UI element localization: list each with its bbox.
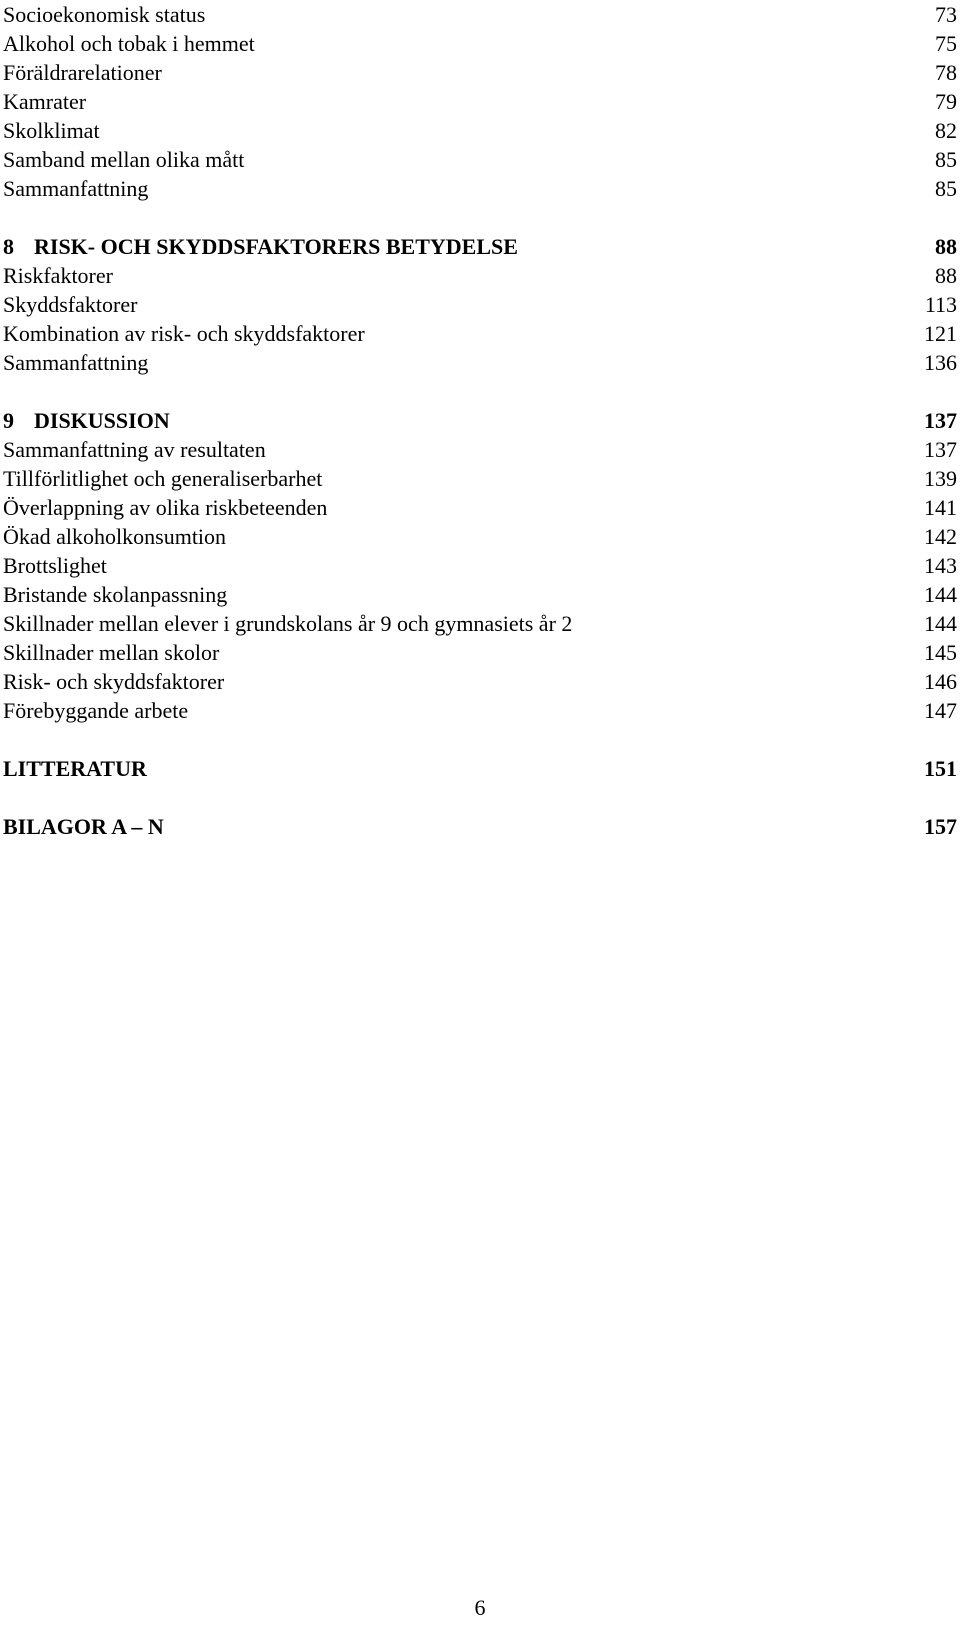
chapter-page: 157 <box>924 814 957 839</box>
toc-entry <box>3 319 957 348</box>
toc-entry-page: 88 <box>935 263 957 288</box>
toc-entry-page: 73 <box>935 2 957 27</box>
toc-entry-page: 78 <box>935 60 957 85</box>
chapter-page: 151 <box>924 756 957 781</box>
toc-entry-title: Skillnader mellan skolor <box>3 640 220 665</box>
chapter-title: RISK- OCH SKYDDSFAKTORERS BETYDELSE <box>34 234 518 259</box>
toc-entry <box>3 696 957 725</box>
toc-entry-page: 85 <box>935 147 957 172</box>
toc-entry-title: Skolklimat <box>3 118 100 143</box>
toc-entry-title: Skillnader mellan elever i grundskolans år 9 och gymnasiets år 2 <box>3 611 573 636</box>
toc-entry-page: 145 <box>924 640 957 665</box>
toc-entry-page: 143 <box>924 553 957 578</box>
toc-entry <box>3 29 957 58</box>
toc-entry <box>3 609 957 638</box>
toc-entry-page: 144 <box>924 611 957 636</box>
toc-entry-page: 113 <box>924 292 957 317</box>
toc-entry <box>3 145 957 174</box>
chapter-title: DISKUSSION <box>34 408 170 433</box>
chapter-title: LITTERATUR <box>3 756 147 781</box>
toc-entry-page: 137 <box>924 437 957 462</box>
toc-entry <box>3 87 957 116</box>
toc-entry-page: 146 <box>924 669 957 694</box>
toc-litteratur <box>3 754 957 783</box>
toc-entry-page: 75 <box>935 31 957 56</box>
toc-entry <box>3 348 957 377</box>
toc-entry-title: Sammanfattning <box>3 176 149 201</box>
toc-entry-page: 79 <box>935 89 957 114</box>
toc-entry-title: Brottslighet <box>3 553 107 578</box>
toc-entry <box>3 667 957 696</box>
toc-entry <box>3 174 957 203</box>
toc-entry-title: Socioekonomisk status <box>3 2 206 27</box>
toc-entry <box>3 464 957 493</box>
spacer <box>3 783 957 812</box>
toc-entry <box>3 493 957 522</box>
toc-entry-title: Överlappning av olika riskbeteenden <box>3 495 328 520</box>
toc-entry-page: 85 <box>935 176 957 201</box>
spacer <box>3 377 957 406</box>
toc-entry-title: Kombination av risk- och skyddsfaktorer <box>3 321 365 346</box>
toc-entry-page: 144 <box>924 582 957 607</box>
chapter-page: 137 <box>924 408 957 433</box>
toc-entry <box>3 290 957 319</box>
spacer <box>3 725 957 754</box>
toc-entry-title: Bristande skolanpassning <box>3 582 228 607</box>
toc-entry-page: 139 <box>924 466 957 491</box>
chapter-title: BILAGOR A – N <box>3 814 164 839</box>
toc-entry <box>3 261 957 290</box>
toc-entry <box>3 638 957 667</box>
page-number: 6 <box>474 1595 486 1620</box>
toc-entry <box>3 551 957 580</box>
table-of-contents <box>3 0 957 841</box>
toc-chapter-8 <box>3 232 957 261</box>
toc-entry-title: Samband mellan olika mått <box>3 147 245 172</box>
toc-entry <box>3 580 957 609</box>
toc-entry <box>3 116 957 145</box>
toc-entry-title: Skyddsfaktorer <box>3 292 138 317</box>
toc-entry-page: 141 <box>924 495 957 520</box>
toc-entry-title: Tillförlitlighet och generaliserbarhet <box>3 466 323 491</box>
toc-entry-title: Riskfaktorer <box>3 263 113 288</box>
toc-entry <box>3 435 957 464</box>
chapter-number: 8 <box>3 234 14 259</box>
toc-entry-title: Ökad alkoholkonsumtion <box>3 524 227 549</box>
toc-entry-title: Förebyggande arbete <box>3 698 189 723</box>
toc-entry <box>3 522 957 551</box>
toc-entry-page: 147 <box>924 698 957 723</box>
toc-entry-page: 121 <box>924 321 957 346</box>
toc-entry <box>3 0 957 29</box>
toc-chapter-9 <box>3 406 957 435</box>
toc-entry <box>3 58 957 87</box>
spacer <box>3 203 957 232</box>
toc-entry-title: Föräldrarelationer <box>3 60 162 85</box>
toc-entry-title: Sammanfattning av resultaten <box>3 437 266 462</box>
toc-entry-title: Kamrater <box>3 89 87 114</box>
toc-entry-title: Risk- och skyddsfaktorer <box>3 669 225 694</box>
toc-entry-title: Sammanfattning <box>3 350 149 375</box>
toc-entry-page: 136 <box>924 350 957 375</box>
toc-entry-page: 142 <box>924 524 957 549</box>
chapter-number: 9 <box>3 408 14 433</box>
toc-bilagor <box>3 812 957 841</box>
chapter-page: 88 <box>935 234 957 259</box>
toc-entry-page: 82 <box>935 118 957 143</box>
toc-entry-title: Alkohol och tobak i hemmet <box>3 31 255 56</box>
